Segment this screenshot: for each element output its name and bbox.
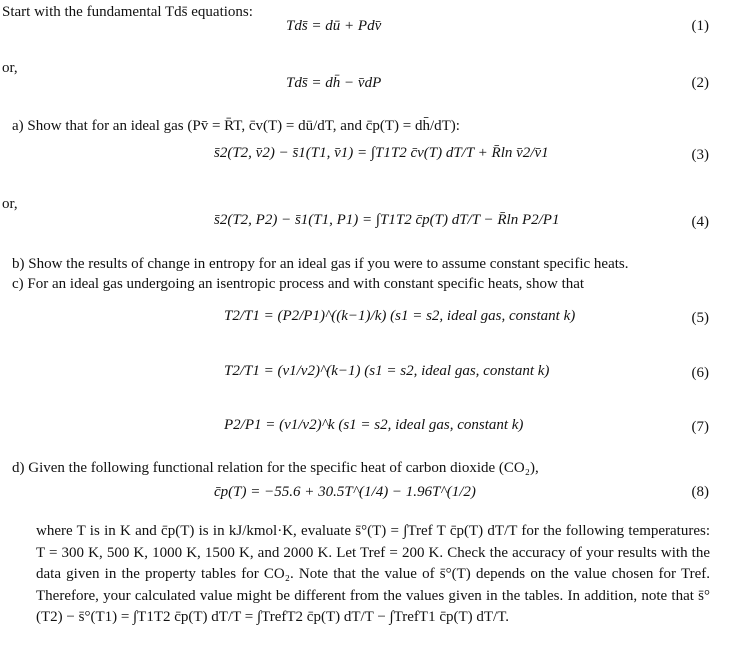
equation-7: P2/P1 = (v1/v2)^k (s1 = s2, ideal gas, constant k) <box>224 417 524 433</box>
equation-1: Tds̄ = dū + Pdv̄ <box>286 18 382 34</box>
equation-3: s̄2(T2, v̄2) − s̄1(T1, v̄1) = ∫T1T2 c̄v(T) dT/T + R̄ln v̄2/v̄1 <box>214 145 549 161</box>
equation-5-number: (5) <box>691 310 709 326</box>
equation-2: Tds̄ = dh̄ − v̄dP <box>286 75 382 91</box>
equation-6-number: (6) <box>691 365 709 381</box>
equation-5: T2/T1 = (P2/P1)^((k−1)/k) (s1 = s2, ideal gas, constant k) <box>224 308 576 324</box>
equation-3-number: (3) <box>691 147 709 163</box>
equation-4: s̄2(T2, P2) − s̄1(T1, P1) = ∫T1T2 c̄p(T) dT/T − R̄ln P2/P1 <box>214 212 560 228</box>
or-label-2: or, <box>2 196 18 212</box>
equation-4-number: (4) <box>691 214 709 230</box>
or-label-1: or, <box>2 60 18 76</box>
part-a-text: a) Show that for an ideal gas (Pv̄ = R̄T, c̄v(T) = dū/dT, and c̄p(T) = dh̄/dT): <box>12 118 460 134</box>
final-paragraph: where T is in K and c̄p(T) is in kJ/kmol·K, evaluate s̄°(T) = ∫Tref T c̄p(T) dT/T for the following temperatures: T = 300 K, 500 K, 1000 K, 1500 K, and 2000 K. Let Tref = 200 K. Check the accuracy of your results with the data given in the property tables for CO₂. Note that the value of s̄°(T) depends on the value chosen for Tref. Therefore, your calculated value might be different from the values given in the tables. In addition, note that s̄°(T2) − s̄°(T1) = ∫T1T2 c̄p(T) dT/T = ∫TrefT2 c̄p(T) dT/T − ∫TrefT1 c̄p(T) dT/T. <box>36 523 710 625</box>
intro-text: Start with the fundamental Tds̄ equations: <box>2 4 253 20</box>
equation-8: c̄p(T) = −55.6 + 30.5T^(1/4) − 1.96T^(1/2) <box>214 484 476 500</box>
part-b-text: b) Show the results of change in entropy for an ideal gas if you were to assume constant specific heats. <box>12 256 629 272</box>
equation-2-number: (2) <box>691 75 709 91</box>
part-c-text: c) For an ideal gas undergoing an isentropic process and with constant specific heats, show that <box>12 276 585 292</box>
equation-6: T2/T1 = (v1/v2)^(k−1) (s1 = s2, ideal gas, constant k) <box>224 363 550 379</box>
equation-8-number: (8) <box>691 484 709 500</box>
part-d-text: d) Given the following functional relation for the specific heat of carbon dioxide (CO₂), <box>12 460 539 476</box>
equation-7-number: (7) <box>691 419 709 435</box>
equation-1-number: (1) <box>691 18 709 34</box>
